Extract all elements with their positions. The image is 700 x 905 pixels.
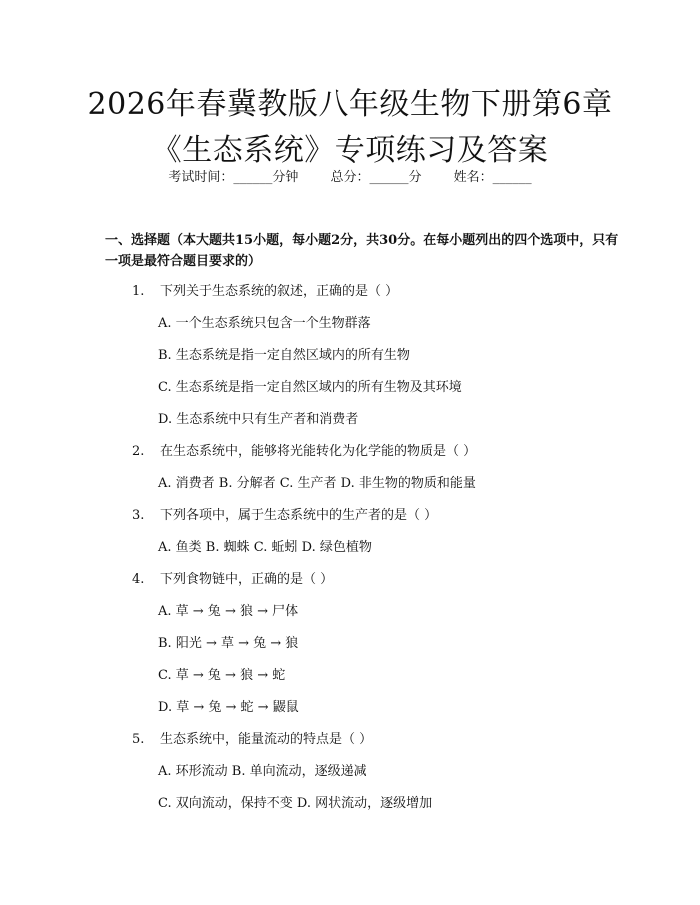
question-number: 4. xyxy=(132,572,145,587)
option-5cd: C. 双向流动，保持不变 D. 网状流动，逐级增加 xyxy=(158,796,433,811)
question-number: 2. xyxy=(132,444,145,459)
option-1c: C. 生态系统是指一定自然区域内的所有生物及其环境 xyxy=(158,380,462,395)
exam-meta xyxy=(0,168,700,188)
question-number: 1. xyxy=(132,284,145,299)
question-1 xyxy=(132,282,398,302)
option-1a: A. 一个生态系统只包含一个生物群落 xyxy=(158,316,371,331)
option-4c: C. 草 → 兔 → 狼 → 蛇 xyxy=(158,668,286,683)
option-1d: D. 生态系统中只有生产者和消费者 xyxy=(158,412,359,427)
question-5 xyxy=(132,730,372,750)
option-1b: B. 生态系统是指一定自然区域内的所有生物 xyxy=(158,348,410,363)
option-5ab: A. 环形流动 B. 单向流动，逐级递减 xyxy=(158,764,367,779)
name-field: 姓名：______ xyxy=(453,170,532,185)
question-text: 下列关于生态系统的叙述，正确的是（ ） xyxy=(160,284,399,299)
section-heading: 一、选择题（本大题共15小题，每小题2分，共30分。在每小题列出的四个选项中，只有一项是最符合题目要求的） xyxy=(105,233,619,269)
question-number: 3. xyxy=(132,508,145,523)
question-text: 下列食物链中，正确的是（ ） xyxy=(160,572,334,587)
total-score-field: 总分：______分 xyxy=(330,170,422,185)
option-3: A. 鱼类 B. 蜘蛛 C. 蚯蚓 D. 绿色植物 xyxy=(158,540,372,555)
option-4a: A. 草 → 兔 → 狼 → 尸体 xyxy=(158,604,299,619)
option-2: A. 消费者 B. 分解者 C. 生产者 D. 非生物的物质和能量 xyxy=(158,476,476,491)
question-text: 在生态系统中，能够将光能转化为化学能的物质是（ ） xyxy=(160,444,477,459)
question-4 xyxy=(132,570,333,590)
option-4b: B. 阳光 → 草 → 兔 → 狼 xyxy=(158,636,299,651)
question-text: 生态系统中，能量流动的特点是（ ） xyxy=(160,732,373,747)
question-text: 下列各项中，属于生态系统中的生产者的是（ ） xyxy=(160,508,438,523)
option-4d: D. 草 → 兔 → 蛇 → 鼹鼠 xyxy=(158,700,299,715)
exam-time-field: 考试时间：______分钟 xyxy=(168,170,299,185)
page-title: 2026年春冀教版八年级生物下册第6章《生态系统》专项练习及答案 xyxy=(87,87,613,168)
question-2 xyxy=(132,442,476,462)
question-number: 5. xyxy=(132,732,145,747)
question-3 xyxy=(132,506,437,526)
